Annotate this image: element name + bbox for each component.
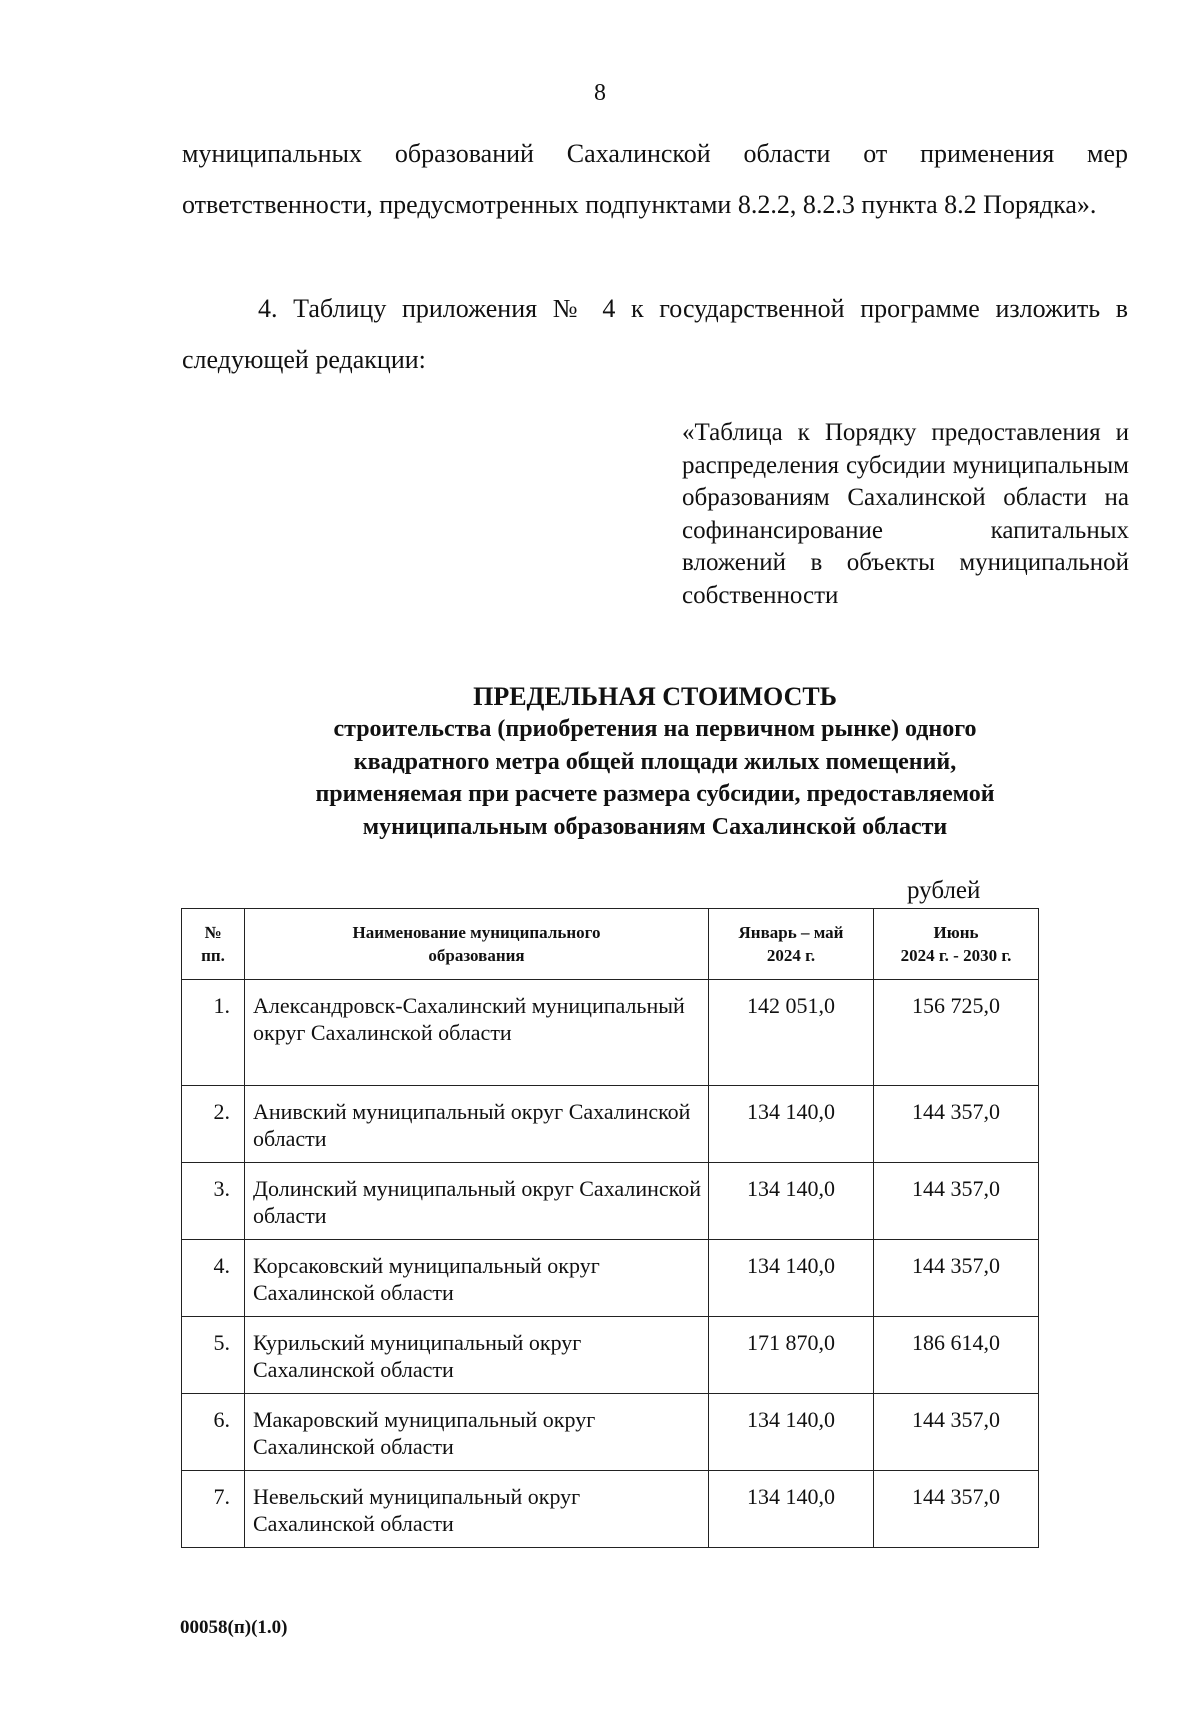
header-period-1-line: 2024 г.	[766, 946, 816, 965]
title-line: муниципальным образованиям Сахалинской области	[362, 813, 948, 840]
appendix-note: «Таблица к Порядку предоставления и распределения субсидии муниципальным образованиям Сахалинской области на софинансирование капитальных вложений в объекты муниципальной собственности	[682, 419, 1129, 609]
paragraph-item-4: 4. Таблицу приложения № 4 к государственной программе изложить в следующей редакции:	[182, 294, 1128, 374]
row-value-period-2: 144 357,0	[874, 1163, 1039, 1240]
table-title	[182, 680, 1128, 843]
table-row	[182, 1317, 1039, 1394]
table-row	[182, 1394, 1039, 1471]
header-name-line: Наименование муниципального	[352, 923, 601, 942]
row-name: Макаровский муниципальный округ Сахалинской области	[245, 1394, 709, 1471]
header-period-2-line: 2024 г. - 2030 г.	[900, 946, 1012, 965]
row-value-period-1: 134 140,0	[709, 1394, 874, 1471]
page-number: 8	[594, 80, 606, 106]
header-name	[245, 909, 709, 980]
table-row	[182, 980, 1039, 1086]
row-value-period-2: 156 725,0	[874, 980, 1039, 1086]
header-period-1	[709, 909, 874, 980]
row-value-period-2: 144 357,0	[874, 1471, 1039, 1548]
header-num	[182, 909, 245, 980]
row-value-period-1: 171 870,0	[709, 1317, 874, 1394]
row-value-period-2: 144 357,0	[874, 1394, 1039, 1471]
row-name: Долинский муниципальный округ Сахалинской области	[245, 1163, 709, 1240]
row-value-period-1: 134 140,0	[709, 1240, 874, 1317]
title-line: строительства (приобретения на первичном рынке) одного	[333, 716, 977, 742]
header-period-2-line: Июнь	[933, 923, 979, 942]
title-line: квадратного метра общей площади жилых помещений,	[353, 748, 957, 775]
header-num-line: пп.	[201, 946, 225, 965]
table-row	[182, 1471, 1039, 1548]
row-value-period-1: 134 140,0	[709, 1471, 874, 1548]
header-period-2	[874, 909, 1039, 980]
row-num: 7.	[182, 1471, 245, 1548]
unit-label: рублей	[907, 877, 981, 904]
row-name: Невельский муниципальный округ Сахалинской области	[245, 1471, 709, 1548]
table-row	[182, 1240, 1039, 1317]
row-value-period-2: 144 357,0	[874, 1240, 1039, 1317]
row-num: 4.	[182, 1240, 245, 1317]
title-main: ПРЕДЕЛЬНАЯ СТОИМОСТЬ	[473, 682, 837, 711]
row-name: Анивский муниципальный округ Сахалинской области	[245, 1086, 709, 1163]
row-num: 6.	[182, 1394, 245, 1471]
header-name-line: образования	[428, 946, 525, 965]
row-num: 1.	[182, 980, 245, 1086]
table-row	[182, 1086, 1039, 1163]
title-line: применяемая при расчете размера субсидии, предоставляемой	[315, 781, 995, 807]
row-num: 5.	[182, 1317, 245, 1394]
row-num: 3.	[182, 1163, 245, 1240]
table-header-row	[182, 909, 1039, 980]
row-value-period-1: 142 051,0	[709, 980, 874, 1086]
row-name: Корсаковский муниципальный округ Сахалинской области	[245, 1240, 709, 1317]
row-value-period-1: 134 140,0	[709, 1086, 874, 1163]
row-value-period-1: 134 140,0	[709, 1163, 874, 1240]
row-value-period-2: 186 614,0	[874, 1317, 1039, 1394]
header-num-line: №	[204, 923, 222, 942]
price-table	[181, 908, 1039, 1548]
row-value-period-2: 144 357,0	[874, 1086, 1039, 1163]
row-name: Курильский муниципальный округ Сахалинской области	[245, 1317, 709, 1394]
table-row	[182, 1163, 1039, 1240]
header-period-1-line: Январь – май	[738, 923, 844, 942]
row-num: 2.	[182, 1086, 245, 1163]
paragraph-continuation: муниципальных образований Сахалинской области от применения мер ответственности, предусмотренных подпунктами 8.2.2, 8.2.3 пункта 8.2 Порядка».	[182, 139, 1128, 219]
row-name: Александровск-Сахалинский муниципальный округ Сахалинской области	[245, 980, 709, 1086]
document-code: 00058(п)(1.0)	[180, 1617, 288, 1638]
